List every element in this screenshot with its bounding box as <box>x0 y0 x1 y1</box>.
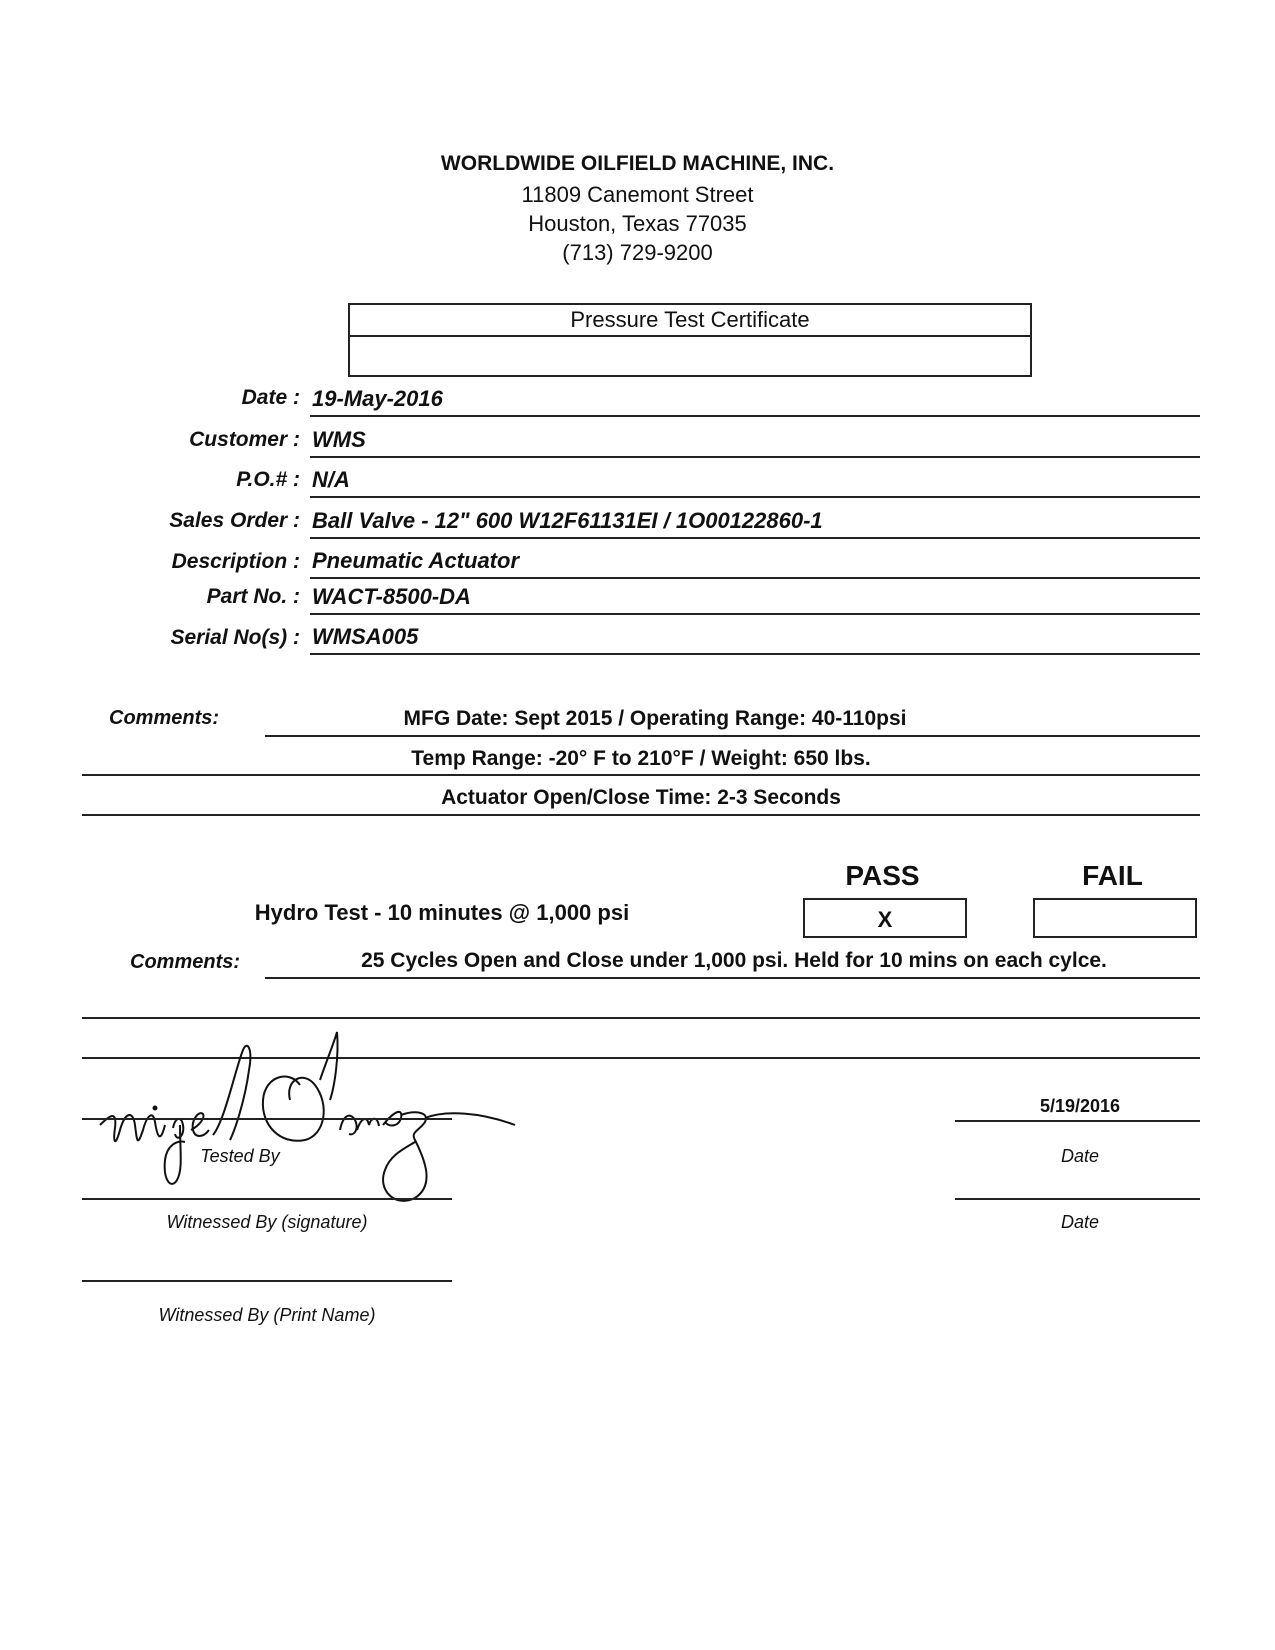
field-rule-sales-order <box>310 537 1200 539</box>
tested-date-rule <box>955 1120 1200 1122</box>
test-comments-label: Comments: <box>130 951 241 973</box>
field-label-part-no: Part No. : <box>206 585 300 608</box>
company-phone: (713) 729-9200 <box>562 240 713 265</box>
tested-date: 5/19/2016 <box>1039 1096 1121 1116</box>
witnessed-print-rule <box>82 1280 452 1282</box>
witnessed-print-label: Witnessed By (Print Name) <box>158 1305 376 1325</box>
field-rule-description <box>310 577 1200 579</box>
witnessed-signature-rule <box>82 1198 452 1200</box>
field-value-customer: WMS <box>312 427 366 452</box>
company-name: WORLDWIDE OILFIELD MACHINE, INC. <box>440 152 835 175</box>
tested-by-signature <box>85 1030 565 1210</box>
company-street: 11809 Canemont Street <box>521 182 754 207</box>
fail-checkbox[interactable] <box>1033 898 1197 938</box>
field-rule-po <box>310 496 1200 498</box>
tested-by-rule <box>82 1118 452 1120</box>
field-rule-customer <box>310 456 1200 458</box>
test-description: Hydro Test - 10 minutes @ 1,000 psi <box>254 900 630 925</box>
comment-line-3: Actuator Open/Close Time: 2-3 Seconds <box>441 786 841 809</box>
witnessed-date-label: Date <box>1060 1212 1100 1232</box>
pass-label: PASS <box>845 860 920 891</box>
witnessed-date-rule <box>955 1198 1200 1200</box>
test-comment-rule-2 <box>82 1017 1200 1019</box>
field-value-part-no: WACT-8500-DA <box>312 584 471 609</box>
tested-date-label: Date <box>1060 1146 1100 1166</box>
tested-by-label: Tested By <box>200 1146 280 1166</box>
comment-line-1: MFG Date: Sept 2015 / Operating Range: 40-110psi <box>403 707 907 730</box>
comments-label: Comments: <box>109 707 220 729</box>
field-label-sales-order: Sales Order : <box>169 509 300 532</box>
field-label-serial: Serial No(s) : <box>170 626 300 649</box>
field-label-po: P.O.# : <box>236 468 300 491</box>
field-value-serial: WMSA005 <box>312 624 419 649</box>
comment-rule-1 <box>265 735 1200 737</box>
witnessed-signature-label: Witnessed By (signature) <box>166 1212 368 1232</box>
field-rule-serial <box>310 653 1200 655</box>
field-value-description: Pneumatic Actuator <box>312 548 520 573</box>
field-label-customer: Customer : <box>189 428 300 451</box>
field-rule-date <box>310 415 1200 417</box>
test-comments: 25 Cycles Open and Close under 1,000 psi. Held for 10 mins on each cylce. <box>361 949 1107 972</box>
pass-checkbox[interactable]: X <box>803 898 967 938</box>
comment-line-2: Temp Range: -20° F to 210°F / Weight: 650 lbs. <box>411 747 871 770</box>
field-label-date: Date : <box>241 386 300 409</box>
field-value-sales-order: Ball Valve - 12" 600 W12F61131EI / 1O00122860-1 <box>312 508 823 533</box>
field-value-po: N/A <box>312 467 350 492</box>
comment-rule-3 <box>82 814 1200 816</box>
certificate-subtitle <box>350 337 1030 373</box>
fail-label: FAIL <box>1082 860 1143 891</box>
comment-rule-2 <box>82 774 1200 776</box>
field-rule-part-no <box>310 613 1200 615</box>
certificate-title-box <box>348 303 1032 377</box>
certificate-title: Pressure Test Certificate <box>350 305 1030 337</box>
test-comment-rule-1 <box>265 977 1200 979</box>
field-value-date: 19-May-2016 <box>312 386 443 411</box>
company-city: Houston, Texas 77035 <box>528 211 747 236</box>
field-label-description: Description : <box>171 550 300 573</box>
